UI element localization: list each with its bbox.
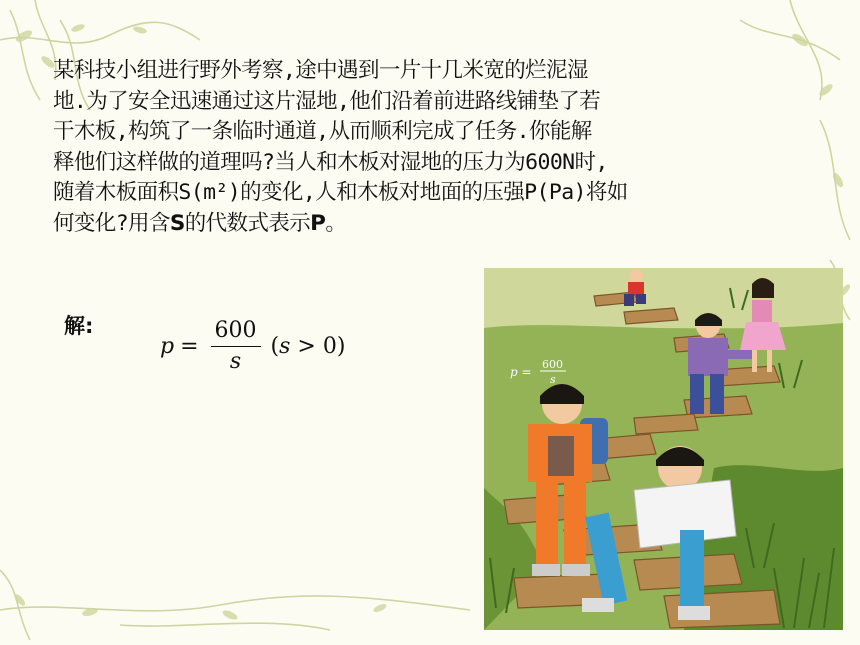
wetland-illustration bbox=[484, 268, 843, 630]
problem-text bbox=[53, 56, 823, 239]
formula-equals: = bbox=[180, 333, 199, 359]
problem-line: 释他们这样做的道理吗?当人和木板对湿地的压力为600N时, bbox=[53, 149, 608, 175]
solution-formula bbox=[160, 308, 345, 384]
formula-condition bbox=[271, 334, 346, 359]
problem-line: 地.为了安全迅速通过这片湿地,他们沿着前进路线铺垫了若 bbox=[53, 88, 601, 114]
illustration-formula-num: 600 bbox=[542, 358, 563, 371]
formula-lhs: p bbox=[160, 333, 175, 359]
bold-variable-s: S bbox=[169, 210, 185, 236]
problem-text-fragment: 何变化?用含 bbox=[53, 210, 170, 236]
solution-label: 解: bbox=[64, 314, 94, 338]
problem-text-fragment: 的代数式表示 bbox=[184, 210, 311, 236]
problem-line: 干木板,构筑了一条临时通道,从而顺利完成了任务.你能解 bbox=[53, 119, 592, 144]
condition-variable: s bbox=[279, 333, 291, 359]
formula-fraction bbox=[211, 318, 261, 375]
illustration-formula-p: p = bbox=[510, 365, 532, 379]
problem-line-last bbox=[53, 209, 823, 240]
problem-line: 随着木板面积S(m²)的变化,人和木板对地面的压强P(Pa)将如 bbox=[53, 180, 628, 205]
problem-text-fragment: 。 bbox=[325, 210, 347, 236]
formula-numerator: 600 bbox=[211, 318, 261, 347]
bold-variable-p: P bbox=[310, 210, 326, 236]
condition-rest: > 0) bbox=[290, 333, 346, 359]
problem-line: 某科技小组进行野外考察,途中遇到一片十几米宽的烂泥湿 bbox=[53, 58, 588, 83]
formula-denominator: s bbox=[229, 348, 242, 374]
condition-paren: ( bbox=[270, 333, 280, 359]
illustration-formula-den: s bbox=[550, 373, 556, 386]
